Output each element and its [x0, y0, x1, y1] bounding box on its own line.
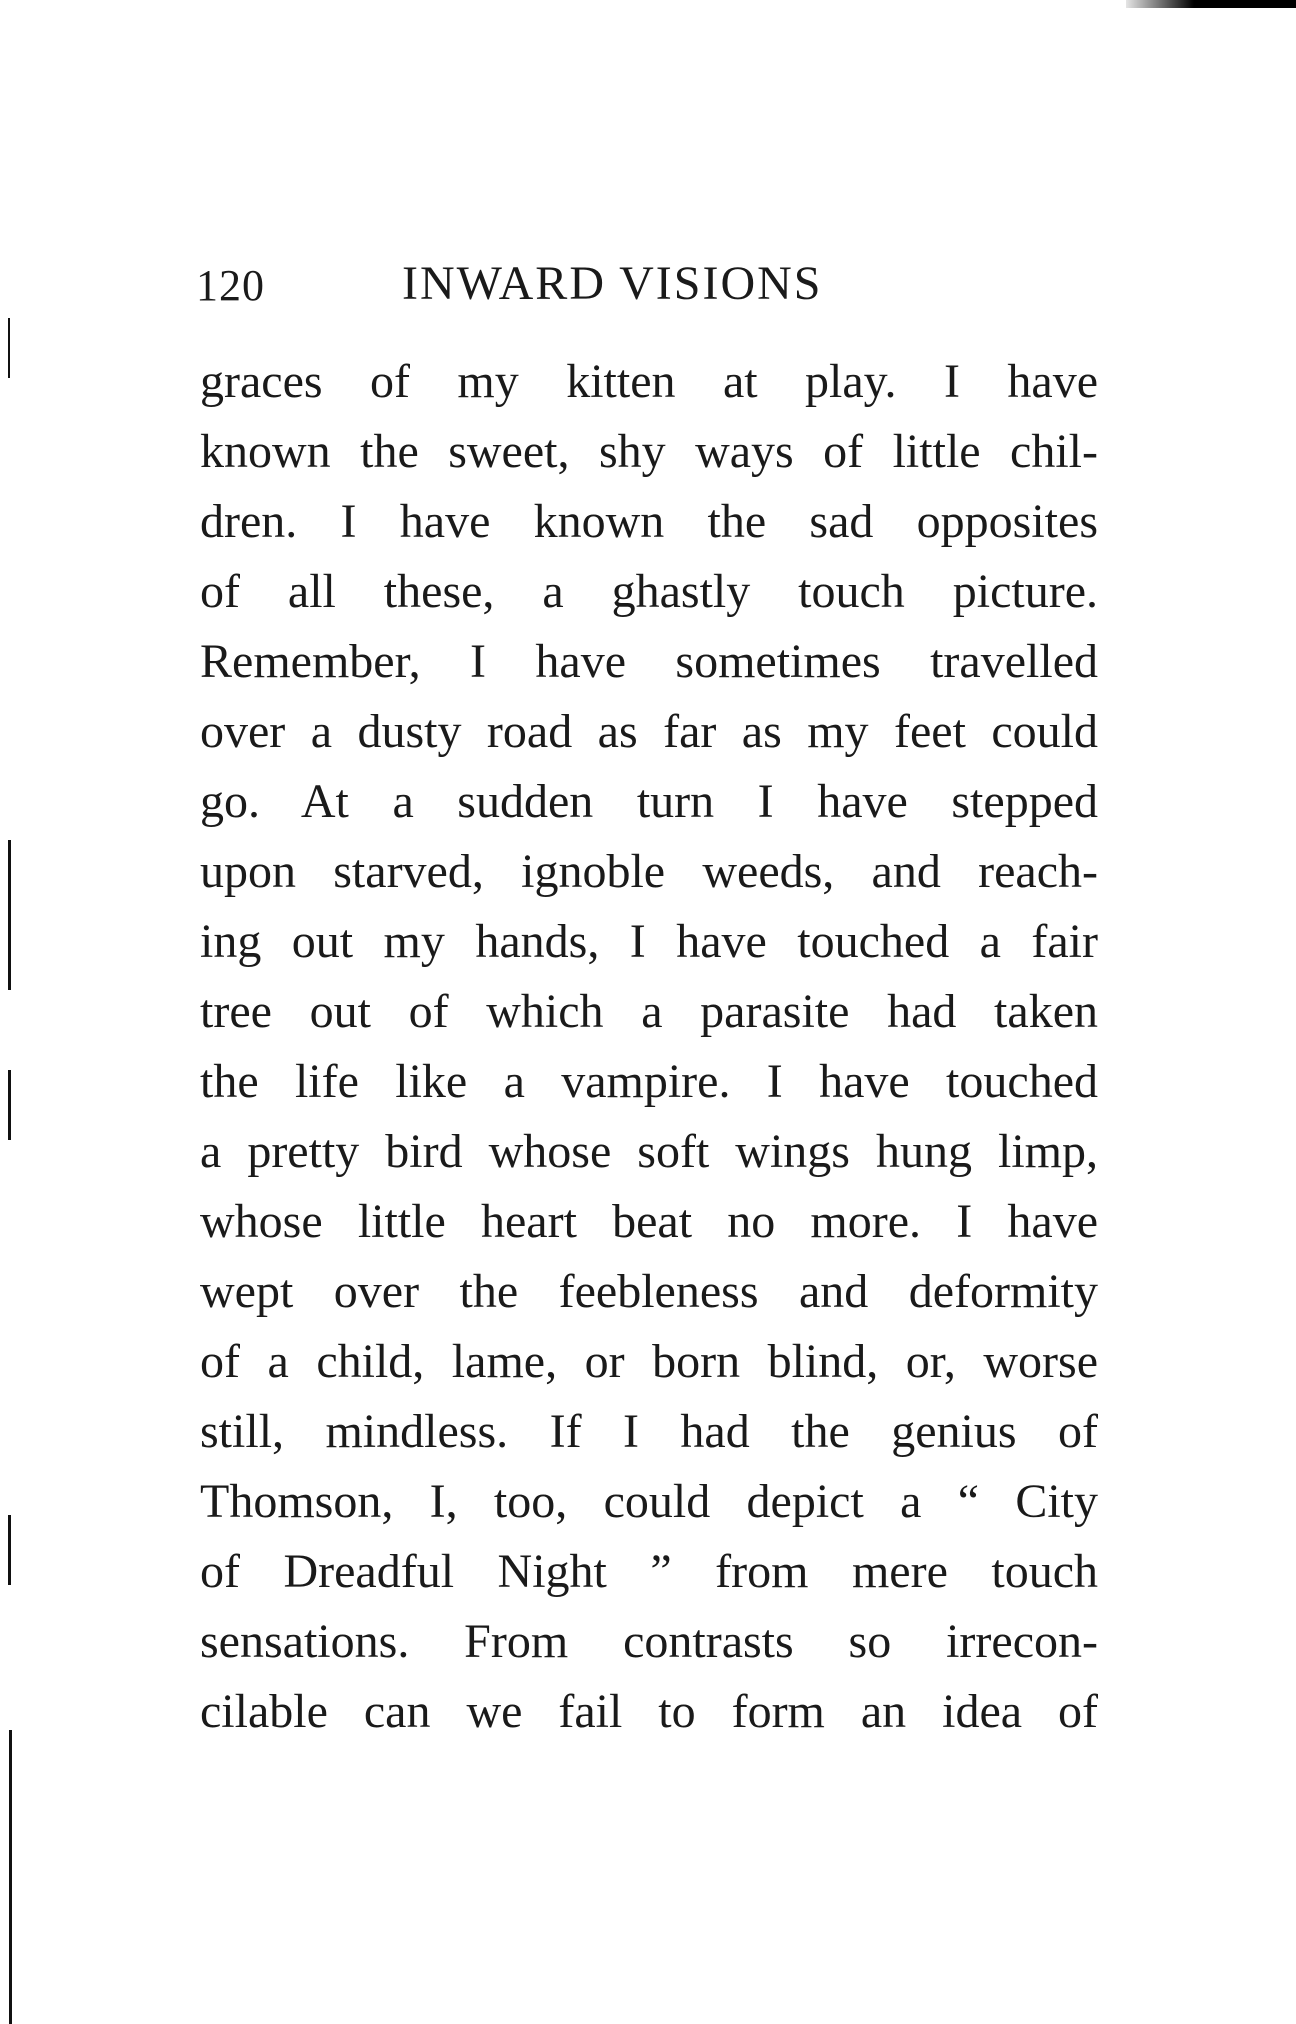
- scan-artifact-3: [8, 1070, 11, 1140]
- body-text: [200, 347, 1098, 1747]
- page-number: 120: [196, 261, 265, 310]
- text-line: of Dreadful Night ” from mere touch: [200, 1545, 1098, 1598]
- scan-artifact-4: [8, 1515, 11, 1585]
- running-header: [196, 256, 1096, 316]
- text-line: dren. I have known the sad opposites: [200, 495, 1098, 548]
- scan-edge-mark: [1126, 0, 1296, 8]
- running-title: INWARD VISIONS: [402, 257, 823, 310]
- scan-artifact-1: [8, 318, 10, 378]
- text-line: go. At a sudden turn I have stepped: [200, 775, 1098, 828]
- scan-artifact-5: [9, 1730, 12, 2024]
- text-line: graces of my kitten at play. I have: [200, 355, 1098, 408]
- text-line: a pretty bird whose soft wings hung limp,: [200, 1125, 1098, 1178]
- text-line: known the sweet, shy ways of little chil-: [200, 425, 1098, 478]
- scan-artifact-2: [8, 840, 11, 990]
- text-line: of all these, a ghastly touch picture.: [200, 565, 1098, 618]
- text-line: over a dusty road as far as my feet could: [200, 705, 1098, 758]
- text-line: ing out my hands, I have touched a fair: [200, 915, 1098, 968]
- text-line: tree out of which a parasite had taken: [200, 985, 1098, 1038]
- text-line: sensations. From contrasts so irrecon-: [200, 1615, 1098, 1668]
- text-line: Thomson, I, too, could depict a “ City: [200, 1475, 1098, 1528]
- text-line: cilable can we fail to form an idea of: [200, 1685, 1098, 1738]
- text-line: still, mindless. If I had the genius of: [200, 1405, 1098, 1458]
- text-line: of a child, lame, or born blind, or, worse: [200, 1335, 1098, 1388]
- text-line: whose little heart beat no more. I have: [200, 1195, 1098, 1248]
- text-line: wept over the feebleness and deformity: [200, 1265, 1098, 1318]
- text-line: upon starved, ignoble weeds, and reach-: [200, 845, 1098, 898]
- text-line: Remember, I have sometimes travelled: [200, 635, 1098, 688]
- text-line: the life like a vampire. I have touched: [200, 1055, 1098, 1108]
